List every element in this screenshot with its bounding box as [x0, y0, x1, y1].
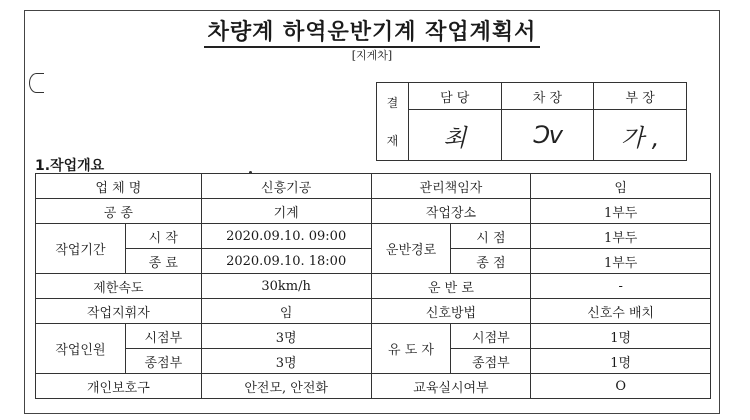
guide-end-label: 종점부: [451, 349, 531, 374]
signature-manager: 최: [408, 110, 501, 161]
table-row: [36, 299, 711, 324]
end-value: 2020.09.10. 18:00: [201, 249, 371, 274]
signature-deputy: Ɔv: [501, 110, 594, 161]
document-title-text: 차량계 하역운반기계 작업계획서: [204, 20, 541, 48]
document-title: [25, 15, 719, 46]
approval-label: [377, 83, 409, 161]
signal-label: 신호방법: [371, 299, 531, 324]
commander-value: 임: [201, 299, 371, 324]
start-value: 2020.09.10. 09:00: [201, 224, 371, 249]
guide-start-value: 1명: [531, 324, 711, 349]
table-row: [36, 224, 711, 249]
approval-label-bottom: 재: [386, 133, 399, 148]
workers-end-value: 3명: [201, 349, 371, 374]
road-value: -: [531, 274, 711, 299]
approval-label-top: 결: [386, 95, 399, 110]
table-row: [36, 199, 711, 224]
speed-value: 30km/h: [201, 274, 371, 299]
start-label: 시 작: [125, 224, 201, 249]
workers-start-value: 3명: [201, 324, 371, 349]
route-end-value: 1부두: [531, 249, 711, 274]
approval-header-manager: 담 당: [408, 83, 501, 110]
manager-value: 임: [531, 174, 711, 199]
end-label: 종 료: [125, 249, 201, 274]
place-label: 작업장소: [371, 199, 531, 224]
road-label: 운 반 로: [371, 274, 531, 299]
table-row: [36, 274, 711, 299]
workers-start-label: 시점부: [125, 324, 201, 349]
company-label: 업 체 명: [36, 174, 202, 199]
table-row: [36, 374, 711, 399]
document-subtitle: [지게차]: [351, 49, 393, 62]
education-value: O: [531, 374, 711, 399]
corner-mark-icon: [29, 73, 44, 93]
workers-end-label: 종점부: [125, 349, 201, 374]
ppe-value: 안전모, 안전화: [201, 374, 371, 399]
type-label: 공 종: [36, 199, 202, 224]
education-label: 교육실시여부: [371, 374, 531, 399]
guide-start-label: 시점부: [451, 324, 531, 349]
section-title: 1.작업개요: [35, 158, 105, 174]
table-row: [36, 324, 711, 349]
route-start-value: 1부두: [531, 224, 711, 249]
guide-label: 유 도 자: [371, 324, 451, 374]
route-start-label: 시 점: [451, 224, 531, 249]
ppe-label: 개인보호구: [36, 374, 202, 399]
work-plan-document: [24, 10, 720, 414]
work-overview-table: [35, 173, 711, 399]
company-value: 신흥기공: [201, 174, 371, 199]
route-label: 운반경로: [371, 224, 451, 274]
route-end-label: 종 점: [451, 249, 531, 274]
workers-label: 작업인원: [36, 324, 126, 374]
guide-end-value: 1명: [531, 349, 711, 374]
approval-header-director: 부 장: [594, 83, 687, 110]
approval-header-deputy: 차 장: [501, 83, 594, 110]
commander-label: 작업지휘자: [36, 299, 202, 324]
speed-label: 제한속도: [36, 274, 202, 299]
signature-director: 가 ,: [594, 110, 687, 161]
signal-value: 신호수 배치: [531, 299, 711, 324]
period-label: 작업기간: [36, 224, 126, 274]
approval-table: [376, 82, 687, 161]
manager-label: 관리책임자: [371, 174, 531, 199]
place-value: 1부두: [531, 199, 711, 224]
type-value: 기계: [201, 199, 371, 224]
table-row: [36, 174, 711, 199]
